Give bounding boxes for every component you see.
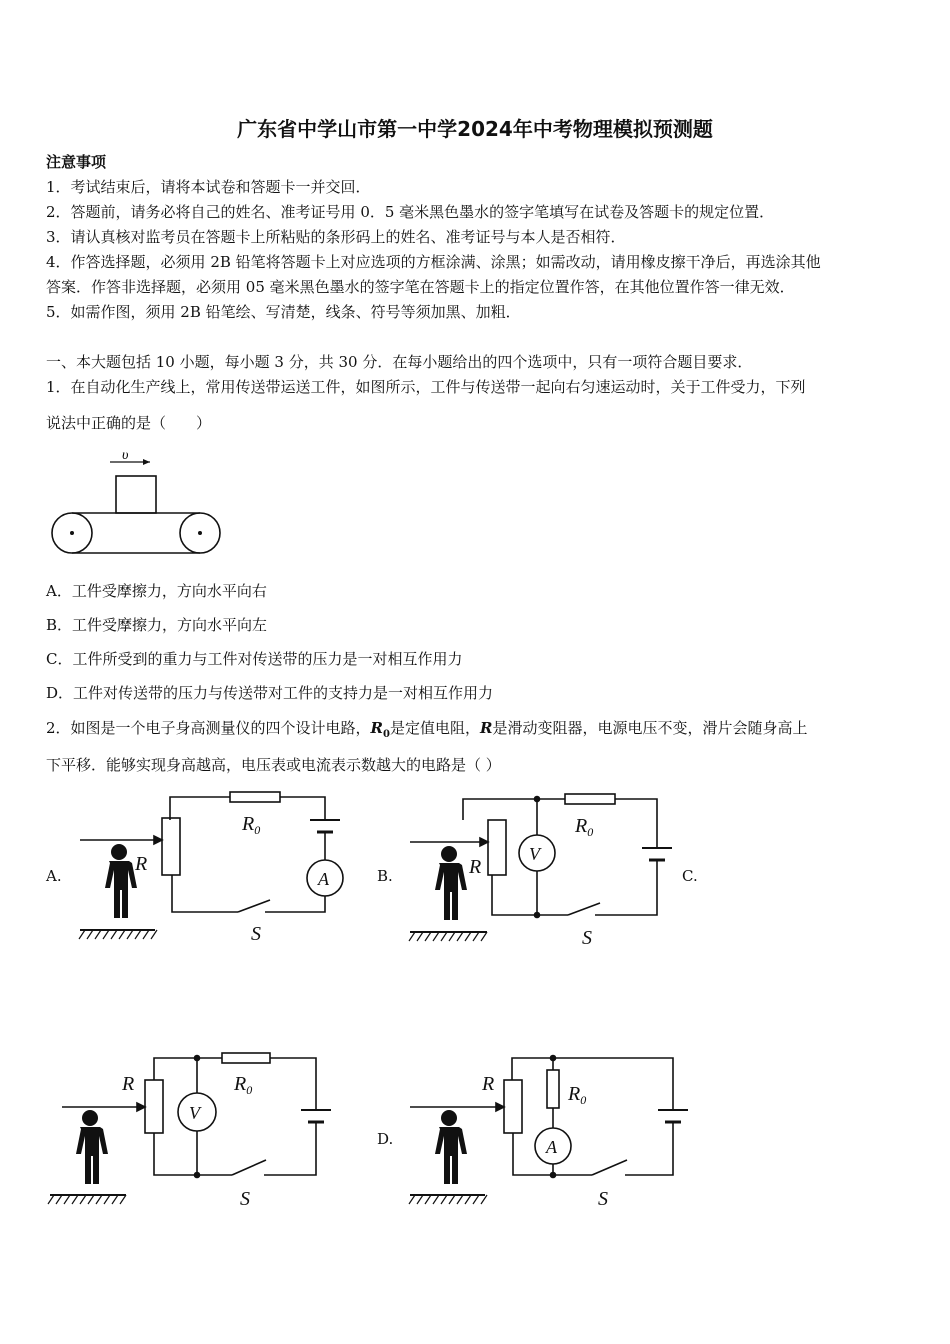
voltmeter-label: V <box>189 1103 200 1123</box>
option-d: D．工件对传送带的压力与传送带对工件的支持力是一对相互作用力 <box>46 684 494 702</box>
rheostat-label: R <box>482 1073 495 1095</box>
circuit-b <box>405 790 695 950</box>
circuit-b-label: B. <box>377 867 393 885</box>
resistor-r0-label: $R_0$ <box>568 1083 587 1107</box>
question-1-text: 说法中正确的是（ ） <box>46 414 212 432</box>
rheostat-label: R <box>469 856 482 878</box>
page-title: 广东省中学山市第一中学2024年中考物理模拟预测题 <box>237 117 713 141</box>
section-heading: 一、本大题包括 10 小题，每小题 3 分，共 30 分．在每小题给出的四个选项中，只有一项符合题目要求． <box>46 353 753 371</box>
circuit-d-label: D. <box>377 1130 394 1148</box>
ammeter-label: A <box>318 869 329 889</box>
circuit-d <box>405 1050 705 1210</box>
circuit-c <box>44 1050 344 1210</box>
notice-item: 3．请认真核对监考员在答题卡上所粘贴的条形码上的姓名、准考证号与本人是否相符． <box>46 228 626 246</box>
ammeter-label: A <box>546 1137 557 1157</box>
resistor-r0-label: $R_0$ <box>242 813 261 837</box>
velocity-label: υ <box>122 448 129 463</box>
switch-label: S <box>240 1188 250 1210</box>
option-a: A．工件受摩擦力，方向水平向右 <box>46 582 267 600</box>
question-1-text: 1．在自动化生产线上，常用传送带运送工件，如图所示，工件与传送带一起向右匀速运动时，关于工件受力，下列 <box>46 378 806 396</box>
conveyor-belt-figure <box>50 448 230 560</box>
circuit-c-label: C. <box>682 867 698 885</box>
question-2-text: 2．如图是一个电子身高测量仪的四个设计电路，$R_0$是定值电阻，R是滑动变阻器，电源电压不变，滑片会随身高上 <box>46 719 808 740</box>
notice-item: 答案．作答非选择题，必须用 05 毫米黑色墨水的签字笔在答题卡上的指定位置作答，在其他位置作答一律无效． <box>46 278 795 296</box>
notice-item: 4．作答选择题，必须用 2B 铅笔将答题卡上对应选项的方框涂满、涂黑；如需改动，请用橡皮擦干净后，再选涂其他 <box>46 253 821 271</box>
notice-item: 1．考试结束后，请将本试卷和答题卡一并交回． <box>46 178 371 196</box>
rheostat-label: R <box>122 1073 135 1095</box>
resistor-r0-label: $R_0$ <box>234 1073 253 1097</box>
notice-item: 5．如需作图，须用 2B 铅笔绘、写清楚，线条、符号等须加黑、加粗． <box>46 303 521 321</box>
switch-label: S <box>598 1188 608 1210</box>
voltmeter-label: V <box>529 844 540 864</box>
switch-label: S <box>582 927 592 949</box>
option-c: C．工件所受到的重力与工件对传送带的压力是一对相互作用力 <box>46 650 463 668</box>
resistor-r0-label: $R_0$ <box>575 815 594 839</box>
question-2-text: 下平移．能够实现身高越高，电压表或电流表示数越大的电路是（ ） <box>46 756 501 774</box>
switch-label: S <box>251 923 261 945</box>
rheostat-label: R <box>135 853 148 875</box>
circuit-a-label: A. <box>46 867 62 885</box>
notice-item: 2．答题前，请务必将自己的姓名、准考证号用 0．5 毫米黑色墨水的签字笔填写在试卷及答题卡的规定位置． <box>46 203 775 221</box>
notice-heading: 注意事项 <box>46 153 107 171</box>
option-b: B．工件受摩擦力，方向水平向左 <box>46 616 268 634</box>
circuit-a <box>75 790 365 950</box>
